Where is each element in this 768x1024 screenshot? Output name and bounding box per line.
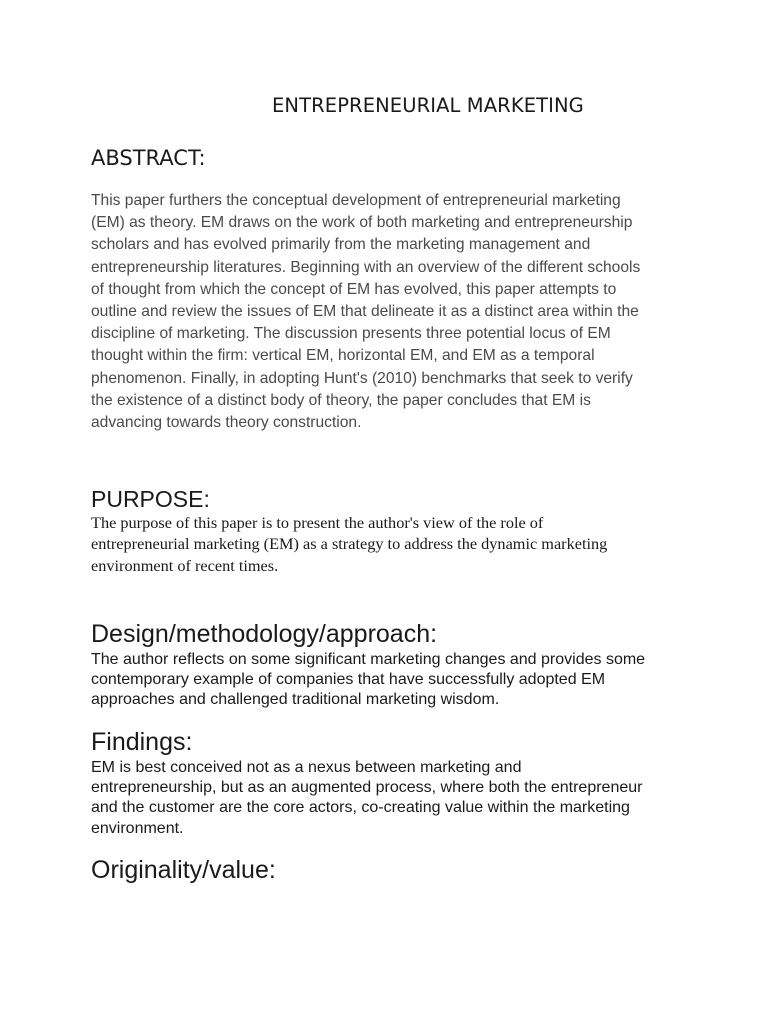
findings-paragraph <box>91 758 701 839</box>
abstract-line: outline and review the issues of EM that delineate it as a distinct area within the <box>91 303 639 321</box>
design-methodology-heading: Design/methodology/approach: <box>91 620 438 648</box>
design-line: contemporary example of companies that have successfully adopted EM <box>91 671 606 689</box>
findings-line: and the customer are the core actors, co-creating value within the marketing <box>91 799 630 817</box>
findings-line: entrepreneurship, but as an augmented process, where both the entrepreneur <box>91 779 643 797</box>
abstract-line: entrepreneurship literatures. Beginning with an overview of the different schools <box>91 258 641 276</box>
abstract-line: thought within the firm: vertical EM, horizontal EM, and EM as a temporal <box>91 347 595 365</box>
originality-value-heading: Originality/value: <box>91 856 276 884</box>
design-line: The author reflects on some significant marketing changes and provides some <box>91 651 646 668</box>
purpose-line: entrepreneurial marketing (EM) as a strategy to address the dynamic marketing <box>91 534 608 554</box>
abstract-paragraph <box>91 190 691 434</box>
abstract-line: scholars and has evolved primarily from the marketing management and <box>91 236 591 254</box>
abstract-line: (EM) as theory. EM draws on the work of both marketing and entrepreneurship <box>91 214 633 232</box>
purpose-heading: PURPOSE: <box>91 486 210 512</box>
purpose-line: The purpose of this paper is to present the author's view of the role of <box>91 513 544 532</box>
design-methodology-paragraph <box>91 650 701 711</box>
abstract-line: discipline of marketing. The discussion presents three potential locus of EM <box>91 325 611 343</box>
findings-line: environment. <box>91 819 184 837</box>
purpose-line: environment of recent times. <box>91 555 279 575</box>
abstract-line: the existence of a distinct body of theory, the paper concludes that EM is <box>91 391 591 409</box>
findings-line: EM is best conceived not as a nexus between marketing and <box>91 759 522 776</box>
design-line: approaches and challenged traditional marketing wisdom. <box>91 691 500 709</box>
findings-heading: Findings: <box>91 728 193 756</box>
abstract-line: phenomenon. Finally, in adopting Hunt's (2010) benchmarks that seek to verify <box>91 369 633 387</box>
abstract-heading: ABSTRACT: <box>91 146 206 170</box>
abstract-line: advancing towards theory construction. <box>91 414 362 432</box>
document-title: ENTREPRENEURIAL MARKETING <box>272 94 584 117</box>
purpose-paragraph <box>91 512 671 576</box>
abstract-line: of thought from which the concept of EM has evolved, this paper attempts to <box>91 280 617 298</box>
abstract-line: This paper furthers the conceptual development of entrepreneurial marketing <box>91 192 621 209</box>
